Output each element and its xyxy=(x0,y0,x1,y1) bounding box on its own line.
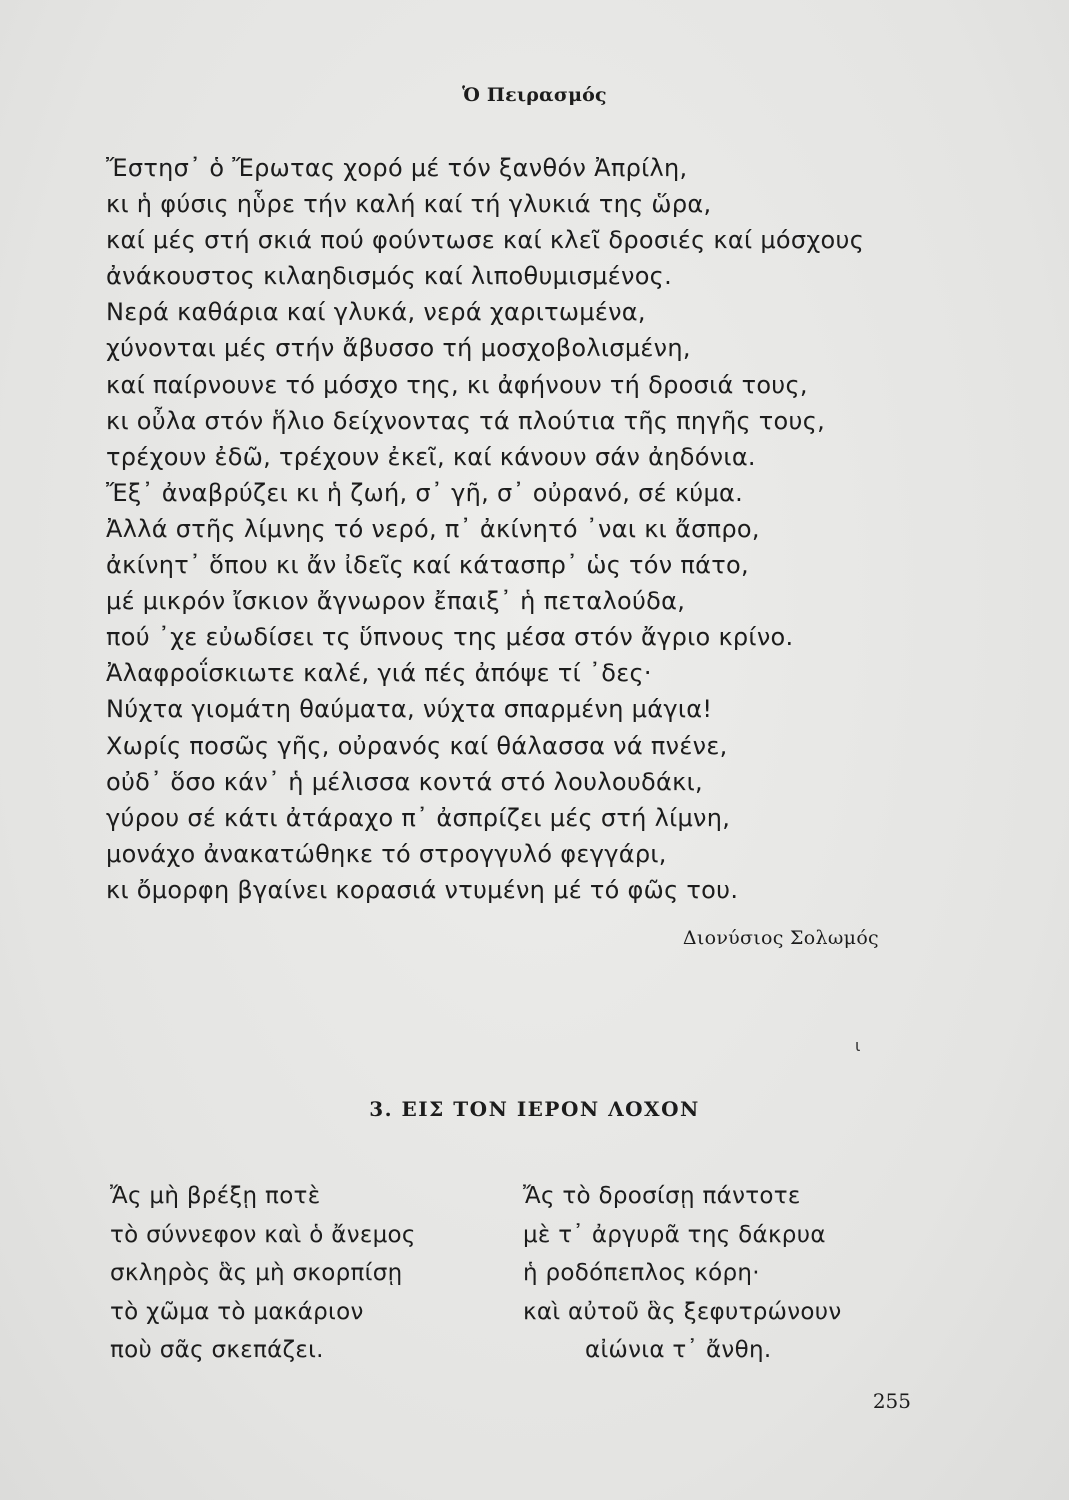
poem-peirasmos xyxy=(106,150,906,908)
poem-line: καὶ αὐτοῦ ἃς ξεφυτρώνουν xyxy=(523,1298,842,1325)
poem-line: μέ μικρόν ἴσκιον ἄγνωρον ἔπαιξ᾽ ἡ πεταλούδα, xyxy=(106,587,686,616)
page-number: 255 xyxy=(872,1389,911,1413)
poem-line: αἰώνια τ᾽ ἄνθη. xyxy=(585,1337,772,1363)
poem-line: κι ἡ φύσις ηὗρε τήν καλή καί τή γλυκιά της ὥρα, xyxy=(106,190,712,219)
poem-line: Ἀλλά στῆς λίμνης τό νερό, π᾽ ἀκίνητό ᾽ναι κι ἄσπρο, xyxy=(106,514,760,543)
poem-line: καί μές στή σκιά πού φούντωσε καί κλεῖ δροσιές καί μόσχους xyxy=(106,226,865,255)
poem-line: κι οὖλα στόν ἥλιο δείχνοντας τά πλούτια τῆς πηγῆς τους, xyxy=(106,406,826,435)
section-heading: 3. ΕΙΣ ΤΟΝ ΙΕΡΟΝ ΛΟΧΟΝ xyxy=(369,1097,700,1121)
poem-line: ποὺ σᾶς σκεπάζει. xyxy=(110,1337,324,1363)
poem-line: κι ὄμορφη βγαίνει κορασιά ντυμένη μέ τό φῶς του. xyxy=(106,875,739,904)
author-name: Διονύσιος Σολωμός xyxy=(682,927,879,949)
poem-title: Ὁ Πειρασμός xyxy=(462,84,607,106)
poem-line: Ἄς τὸ δροσίσῃ πάντοτε xyxy=(523,1183,801,1209)
poem-line: Νερά καθάρια καί γλυκά, νερά χαριτωμένα, xyxy=(106,298,646,327)
poem-line: σκληρὸς ἃς μὴ σκορπίσῃ xyxy=(110,1260,403,1286)
poem-line: πού ᾽χε εὐωδίσει τς ὕπνους της μέσα στόν ἄγριο κρίνο. xyxy=(106,623,794,652)
margin-mark: ι xyxy=(855,1036,861,1055)
poem-line: καί παίρνουνε τό μόσχο της, κι ἀφήνουν τή δροσιά τους, xyxy=(106,370,808,399)
poem-line: Ἄς μὴ βρέξῃ ποτὲ xyxy=(110,1183,321,1209)
poem-line: μὲ τ᾽ ἀργυρᾶ της δάκρυα xyxy=(523,1221,826,1248)
poem-line: οὐδ᾽ ὅσο κάν᾽ ἡ μέλισσα κοντά στό λουλουδάκι, xyxy=(106,767,703,796)
poem-line: τὸ σύννεφον καὶ ὁ ἄνεμος xyxy=(110,1221,416,1248)
poem-line: χύνονται μές στήν ἄβυσσο τή μοσχοβολισμένη, xyxy=(106,334,691,363)
poem-line: Νύχτα γιομάτη θαύματα, νύχτα σπαρμένη μάγια! xyxy=(106,695,713,724)
poem-line: ἡ ροδόπεπλος κόρη· xyxy=(523,1260,760,1286)
poem-line: τρέχουν ἐδῶ, τρέχουν ἐκεῖ, καί κάνουν σάν ἀηδόνια. xyxy=(106,442,756,471)
poem-line: τὸ χῶμα τὸ μακάριον xyxy=(110,1298,364,1325)
poem-line: μονάχο ἀνακατώθηκε τό στρογγυλό φεγγάρι, xyxy=(106,839,667,868)
poem-line: ἀνάκουστος κιλαηδισμός καί λιποθυμισμένος. xyxy=(106,262,672,291)
poem-line: γύρου σέ κάτι ἀτάραχο π᾽ ἀσπρίζει μές στή λίμνη, xyxy=(106,803,731,832)
poem-line: Ἀλαφροΐσκιωτε καλέ, γιά πές ἀπόψε τί ᾽δες· xyxy=(106,659,652,688)
poem-line: Ἔστησ᾽ ὁ Ἔρωτας χορό μέ τόν ξανθόν Ἀπρίλη, xyxy=(106,154,688,182)
stanza-right xyxy=(523,1177,842,1370)
poem-line: Χωρίς ποσῶς γῆς, οὐρανός καί θάλασσα νά πνένε, xyxy=(106,731,728,760)
poem-line: Ἔξ᾽ ἀναβρύζει κι ἡ ζωή, σ᾽ γῆ, σ᾽ οὐρανό, σέ κύμα. xyxy=(106,478,744,507)
stanza-left xyxy=(110,1177,416,1370)
poem-line: ἀκίνητ᾽ ὅπου κι ἄν ἰδεῖς καί κάτασπρ᾽ ὡς τόν πάτο, xyxy=(106,551,749,580)
